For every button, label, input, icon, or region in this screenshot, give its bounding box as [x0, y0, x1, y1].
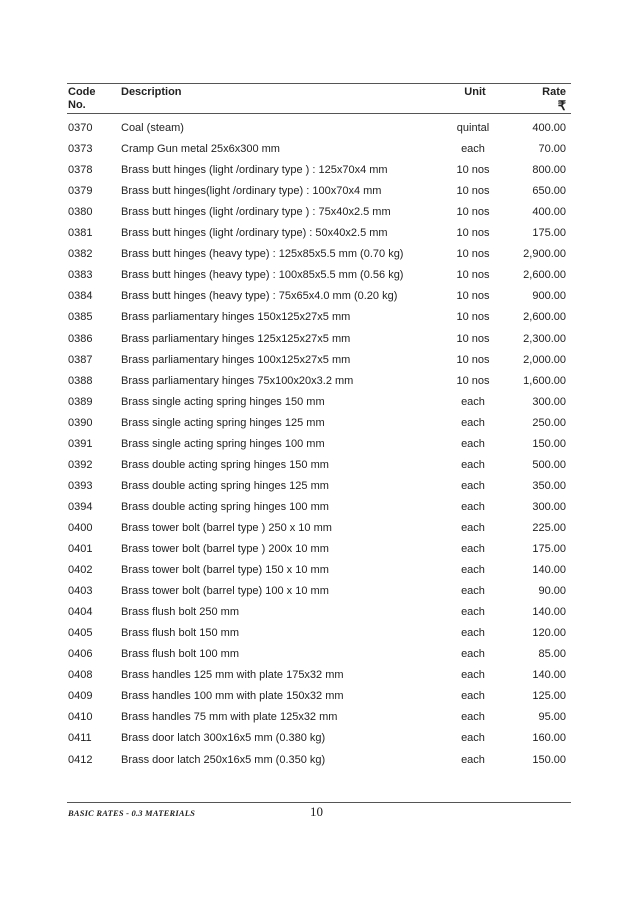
item-description: Brass butt hinges (light /ordinary type) : 50x40x2.5 mm	[121, 227, 388, 240]
table-row	[0, 286, 638, 307]
item-description: Brass handles 100 mm with plate 150x32 mm	[121, 690, 344, 703]
item-unit: 10 nos	[456, 164, 490, 177]
item-rate: 225.00	[532, 521, 566, 534]
item-code: 0408	[68, 669, 93, 682]
item-unit: 10 nos	[456, 353, 490, 366]
table-row	[0, 244, 638, 265]
item-unit: each	[461, 479, 485, 492]
item-code: 0394	[68, 500, 93, 513]
rupee-symbol: ₹	[557, 98, 566, 113]
table-row	[0, 455, 638, 476]
item-description: Brass single acting spring hinges 100 mm	[121, 437, 325, 450]
item-code: 0401	[68, 543, 93, 555]
item-code: 0382	[68, 248, 93, 261]
item-code: 0410	[68, 711, 93, 724]
item-rate: 650.00	[532, 185, 566, 198]
item-unit: each	[461, 564, 485, 577]
item-rate: 1,600.00	[523, 374, 566, 387]
code-header-label: Code	[68, 86, 96, 98]
item-code: 0383	[68, 269, 93, 282]
table-row	[0, 329, 638, 350]
item-rate: 175.00	[532, 227, 566, 240]
column-header-description: Description	[121, 86, 182, 98]
item-code: 0402	[68, 564, 93, 577]
item-unit: each	[461, 606, 485, 619]
item-code: 0379	[68, 185, 93, 198]
item-rate: 120.00	[532, 627, 566, 640]
item-rate: 2,000.00	[523, 353, 566, 366]
item-code: 0390	[68, 416, 93, 429]
table-row	[0, 160, 638, 181]
item-description: Brass tower bolt (barrel type) 100 x 10 mm	[121, 585, 329, 598]
item-rate: 90.00	[538, 585, 566, 598]
item-unit: 10 nos	[456, 227, 490, 240]
table-row	[0, 665, 638, 686]
column-header-unit: Unit	[464, 86, 486, 98]
column-header-code	[68, 86, 96, 112]
item-unit: each	[461, 416, 485, 429]
item-rate: 2,900.00	[523, 248, 566, 261]
item-unit: 10 nos	[456, 248, 490, 261]
rate-header-label: Rate	[542, 86, 566, 98]
item-rate: 250.00	[532, 416, 566, 429]
table-row	[0, 307, 638, 328]
table-row	[0, 181, 638, 202]
table-row	[0, 602, 638, 623]
item-rate: 800.00	[532, 164, 566, 177]
item-description: Brass butt hinges (heavy type) : 100x85x5.5 mm (0.56 kg)	[121, 269, 404, 282]
item-unit: each	[461, 395, 485, 408]
item-rate: 400.00	[532, 206, 566, 219]
item-description: Brass tower bolt (barrel type ) 250 x 10 mm	[121, 521, 332, 534]
item-code: 0388	[68, 374, 93, 387]
item-rate: 150.00	[532, 437, 566, 450]
item-code: 0386	[68, 332, 93, 345]
item-unit: 10 nos	[456, 374, 490, 387]
table-row	[0, 434, 638, 455]
item-unit: each	[461, 711, 485, 724]
item-rate: 150.00	[532, 753, 566, 766]
table-row	[0, 581, 638, 602]
item-unit: each	[461, 753, 485, 766]
item-unit: 10 nos	[456, 311, 490, 324]
item-description: Brass flush bolt 150 mm	[121, 627, 239, 640]
item-description: Brass butt hinges (light /ordinary type ) : 75x40x2.5 mm	[121, 206, 391, 219]
item-description: Brass single acting spring hinges 150 mm	[121, 395, 325, 408]
item-unit: each	[461, 627, 485, 640]
item-description: Brass flush bolt 100 mm	[121, 648, 239, 661]
table-row	[0, 223, 638, 244]
item-code: 0405	[68, 627, 93, 640]
item-unit: each	[461, 585, 485, 598]
item-code: 0412	[68, 753, 93, 766]
item-description: Brass parliamentary hinges 100x125x27x5 mm	[121, 353, 351, 366]
item-unit: each	[461, 732, 485, 745]
item-description: Brass butt hinges(light /ordinary type) : 100x70x4 mm	[121, 185, 382, 198]
item-unit: each	[461, 437, 485, 450]
page-number: 10	[310, 804, 323, 819]
table-row	[0, 118, 638, 139]
item-code: 0387	[68, 353, 93, 366]
item-unit: 10 nos	[456, 185, 490, 198]
table-row	[0, 560, 638, 581]
table-row	[0, 707, 638, 728]
table-top-rule	[67, 83, 571, 84]
item-code: 0409	[68, 690, 93, 703]
item-unit: each	[461, 500, 485, 513]
item-code: 0384	[68, 290, 93, 303]
item-description: Brass butt hinges (heavy type) : 125x85x5.5 mm (0.70 kg)	[121, 248, 404, 261]
item-description: Brass handles 125 mm with plate 175x32 mm	[121, 669, 344, 682]
table-row	[0, 750, 638, 771]
item-rate: 350.00	[532, 479, 566, 492]
table-header-rule	[67, 113, 571, 114]
item-rate: 300.00	[532, 395, 566, 408]
item-rate: 2,600.00	[523, 311, 566, 324]
item-unit: each	[461, 521, 485, 534]
table-row	[0, 392, 638, 413]
item-description: Brass double acting spring hinges 100 mm	[121, 500, 329, 513]
table-row	[0, 139, 638, 160]
item-description: Brass butt hinges (light /ordinary type ) : 125x70x4 mm	[121, 164, 388, 177]
item-code: 0380	[68, 206, 93, 219]
item-unit: 10 nos	[456, 206, 490, 219]
item-description: Brass tower bolt (barrel type) 150 x 10 mm	[121, 564, 329, 577]
item-rate: 140.00	[532, 669, 566, 682]
item-unit: each	[461, 648, 485, 661]
table-row	[0, 644, 638, 665]
item-code: 0403	[68, 585, 93, 598]
item-description: Brass door latch 300x16x5 mm (0.380 kg)	[121, 732, 326, 745]
item-rate: 140.00	[532, 564, 566, 577]
item-code: 0378	[68, 164, 93, 177]
item-rate: 300.00	[532, 500, 566, 513]
table-row	[0, 623, 638, 644]
item-code: 0404	[68, 606, 93, 619]
column-header-rate	[500, 86, 566, 113]
item-code: 0373	[68, 143, 93, 156]
table-row	[0, 476, 638, 497]
code-header-label-line2: No.	[68, 99, 86, 111]
item-code: 0391	[68, 437, 93, 450]
item-code: 0393	[68, 479, 93, 492]
item-description: Cramp Gun metal 25x6x300 mm	[121, 143, 280, 156]
item-rate: 500.00	[532, 458, 566, 471]
item-code: 0400	[68, 521, 93, 534]
item-code: 0392	[68, 458, 93, 471]
item-description: Brass parliamentary hinges 75x100x20x3.2 mm	[121, 374, 354, 387]
item-rate: 400.00	[532, 122, 566, 134]
item-description: Brass tower bolt (barrel type ) 200x 10 mm	[121, 543, 329, 555]
item-description: Brass parliamentary hinges 150x125x27x5 mm	[121, 311, 351, 324]
item-code: 0411	[68, 732, 92, 745]
item-code: 0370	[68, 122, 93, 134]
table-row	[0, 518, 638, 539]
item-unit: 10 nos	[456, 290, 490, 303]
item-rate: 95.00	[538, 711, 566, 724]
table-row	[0, 728, 638, 749]
item-unit: 10 nos	[456, 332, 490, 345]
table-row	[0, 413, 638, 434]
item-unit: quintal	[456, 122, 490, 134]
item-unit: each	[461, 669, 485, 682]
item-unit: each	[461, 458, 485, 471]
item-description: Brass handles 75 mm with plate 125x32 mm	[121, 711, 338, 724]
item-description: Coal (steam)	[121, 122, 184, 134]
item-description: Brass flush bolt 250 mm	[121, 606, 239, 619]
item-unit: each	[461, 543, 485, 555]
item-code: 0385	[68, 311, 93, 324]
item-rate: 160.00	[532, 732, 566, 745]
item-description: Brass single acting spring hinges 125 mm	[121, 416, 325, 429]
table-row	[0, 350, 638, 371]
table-row	[0, 371, 638, 392]
table-row	[0, 686, 638, 707]
item-description: Brass double acting spring hinges 150 mm	[121, 458, 329, 471]
item-unit: 10 nos	[456, 269, 490, 282]
table-row	[0, 265, 638, 286]
item-code: 0381	[68, 227, 93, 240]
footer-section-title: BASIC RATES - 0.3 MATERIALS	[68, 808, 196, 818]
item-code: 0406	[68, 648, 93, 661]
item-description: Brass double acting spring hinges 125 mm	[121, 479, 329, 492]
item-rate: 85.00	[538, 648, 566, 661]
item-rate: 125.00	[532, 690, 566, 703]
item-unit: each	[461, 690, 485, 703]
item-rate: 2,300.00	[523, 332, 566, 345]
item-description: Brass butt hinges (heavy type) : 75x65x4.0 mm (0.20 kg)	[121, 290, 398, 303]
item-unit: each	[461, 143, 485, 156]
item-code: 0389	[68, 395, 93, 408]
item-rate: 175.00	[532, 543, 566, 555]
item-rate: 70.00	[538, 143, 566, 156]
table-row	[0, 202, 638, 223]
table-row	[0, 497, 638, 518]
item-rate: 140.00	[532, 606, 566, 619]
footer-rule	[67, 802, 571, 803]
item-description: Brass parliamentary hinges 125x125x27x5 mm	[121, 332, 351, 345]
item-rate: 900.00	[532, 290, 566, 303]
item-rate: 2,600.00	[523, 269, 566, 282]
table-row	[0, 539, 638, 560]
item-description: Brass door latch 250x16x5 mm (0.350 kg)	[121, 753, 326, 766]
